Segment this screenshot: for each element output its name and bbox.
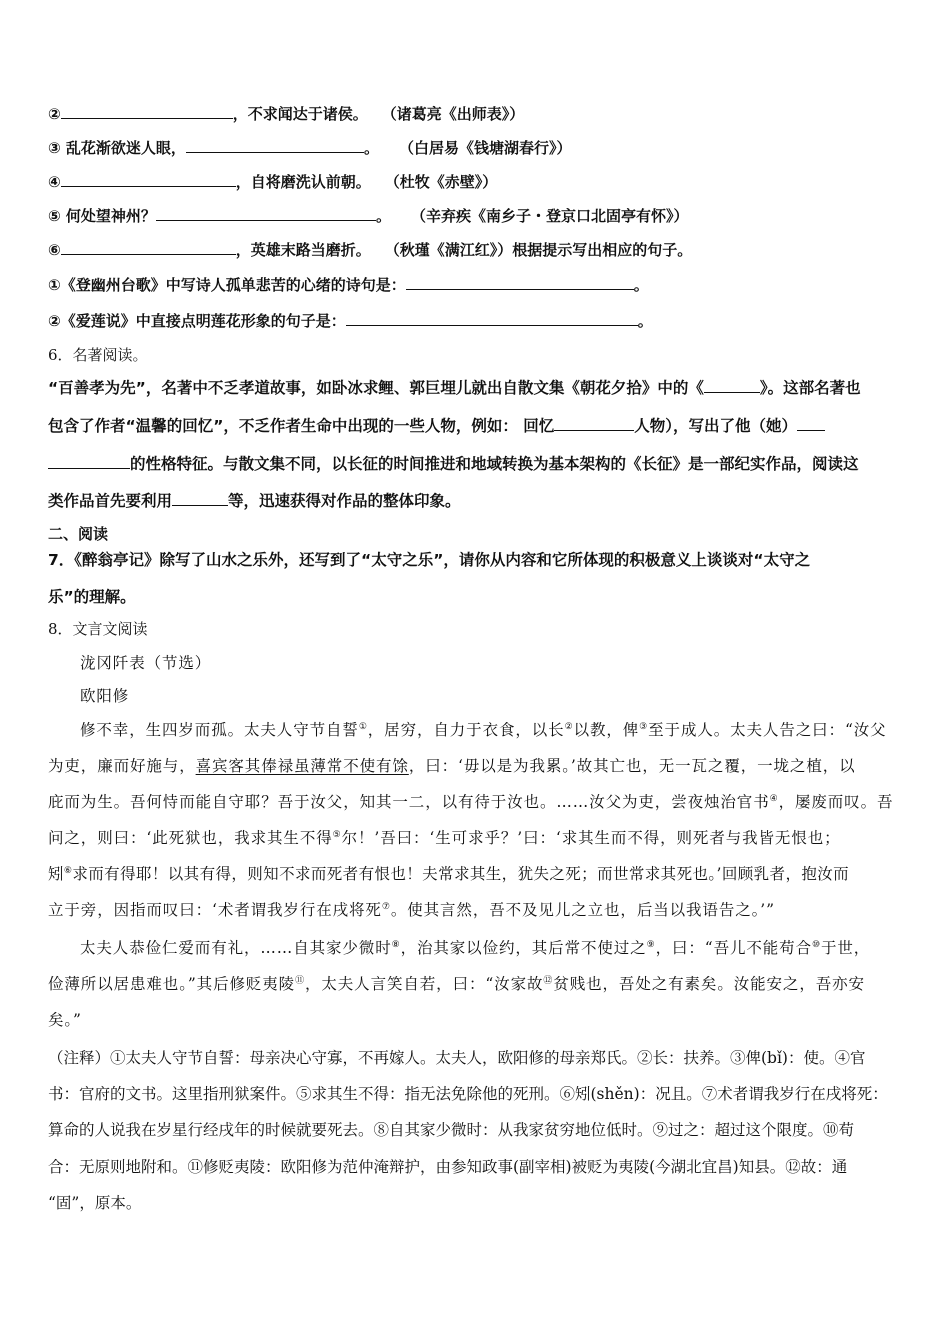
article-text: 太夫人恭俭仁爱而有礼，……自其家少微时 xyxy=(80,939,392,957)
item-source: （诸葛亮《出师表》） xyxy=(381,105,525,123)
article-author: 欧阳修 xyxy=(80,687,130,705)
answer-blank[interactable] xyxy=(797,416,825,431)
article-title: 泷冈阡表（节选） xyxy=(80,654,212,672)
article-text: 庇而为生。吾何恃而能自守耶？吾于汝父，知其一二，以有待于汝也。……汝父为吏，尝夜烛治官书 xyxy=(48,793,770,811)
footnote-marker: ④ xyxy=(769,793,779,804)
footnote-marker: ③ xyxy=(639,721,649,732)
note-line: 算命的人说我在岁星行经戌年的时候就要死去。⑧自其家少微时：从我家贫穷地位低时。⑨过之：超过这个限度。⑩苟 xyxy=(48,1121,855,1139)
footnote-marker: ⑥ xyxy=(63,865,73,876)
item-source: （辛弃疾《南乡子・登京口北固亭有怀》） xyxy=(410,207,689,225)
answer-blank[interactable] xyxy=(61,240,236,255)
article-line xyxy=(48,826,841,848)
item-text: ，自将磨洗认前朝。 xyxy=(235,173,371,191)
footnote-marker: ⑧ xyxy=(391,939,401,950)
answer-blank[interactable] xyxy=(61,104,233,119)
item-source: （白居易《钱塘湖春行》） xyxy=(398,139,572,157)
item-number: ② xyxy=(48,105,61,123)
note-line: （注释）①太夫人守节自誓：母亲决心守寡，不再嫁人。太夫人，欧阳修的母亲郑氏。②长：扶养。③俾(bǐ)：使。④官 xyxy=(48,1049,866,1067)
prompt-item-1 xyxy=(48,274,649,295)
article-line xyxy=(80,936,870,958)
article-text: 立于旁，因指而叹曰：‘术者谓我岁行在戌将死 xyxy=(48,901,382,919)
item-text: ⑤ 何处望神州？ xyxy=(48,207,156,225)
q6-text: “百善孝为先”，名著中不乏孝道故事，如卧冰求鲤、郭巨埋儿就出自散文集《朝花夕拾》中的《 xyxy=(48,379,704,397)
q6-text: 类作品首先要利用 xyxy=(48,492,173,510)
answer-blank[interactable] xyxy=(48,454,130,469)
article-text: 修不幸，生四岁而孤。太夫人守节自誓 xyxy=(80,721,359,739)
article-text: 矧 xyxy=(48,865,64,883)
question-7-line-1: 7．《醉翁亭记》除写了山水之乐外，还写到了“太守之乐”，请你从内容和它所体现的积极意义上谈谈对“太守之 xyxy=(48,551,811,569)
note-line: 合：无原则地附和。⑪修贬夷陵：欧阳修为范仲淹辩护，由参知政事(副宰相)被贬为夷陵(今湖北宜昌)知县。⑫故：通 xyxy=(48,1158,848,1176)
article-text: ，治其家以俭约，其后常不使过之 xyxy=(400,939,647,957)
question-6-heading: 6．名著阅读。 xyxy=(48,346,148,364)
article-line xyxy=(80,718,887,740)
question-7-line-2: 乐”的理解。 xyxy=(48,588,136,606)
answer-blank[interactable] xyxy=(704,378,760,393)
q6-text: 》。这部名著也 xyxy=(759,379,861,397)
footnote-marker: ⑤ xyxy=(332,829,342,840)
note-line: 书：官府的文书。这里指刑狱案件。⑤求其生不得：指无法免除他的死刑。⑥矧(shěn)：况且。⑦术者谓我岁行在戌将死： xyxy=(48,1085,888,1103)
answer-blank[interactable] xyxy=(61,172,236,187)
prompt-item-2 xyxy=(48,310,653,331)
answer-blank[interactable] xyxy=(172,491,228,506)
item-source: （杜牧《赤壁》） xyxy=(384,173,498,191)
article-text: ，屡废而叹。吾 xyxy=(778,793,894,811)
q6-text: 等，迅速获得对作品的整体印象。 xyxy=(228,492,461,510)
article-text: 以教，俾 xyxy=(573,721,640,739)
article-text: ，曰：‘毋以是为我累。’故其亡也，无一瓦之覆，一垅之植，以 xyxy=(408,757,856,775)
q6-text: 人物），写出了他（她） xyxy=(634,417,798,435)
q6-text: 包含了作者“温馨的回忆”，不乏作者生命中出现的一些人物，例如： 回忆 xyxy=(48,417,555,435)
footnote-marker: ⑫ xyxy=(543,975,554,986)
footnote-marker: ② xyxy=(564,721,574,732)
footnote-marker: ① xyxy=(358,721,368,732)
fill-item-3 xyxy=(48,137,571,158)
fill-item-4 xyxy=(48,171,497,192)
article-text: ，太夫人言笑自若，曰：“汝家故 xyxy=(304,975,544,993)
article-text: 。使其言然，吾不及见儿之立也，后当以我语告之。’” xyxy=(390,901,775,919)
q6-text: 的性格特征。与散文集不同，以长征的时间推进和地域转换为基本架构的《长征》是一部纪实作品，阅读这 xyxy=(130,455,859,473)
answer-blank[interactable] xyxy=(346,311,638,326)
footnote-marker: ⑨ xyxy=(646,939,656,950)
item-text: ，英雄末路当磨折。 xyxy=(235,241,371,259)
question-6-line-1 xyxy=(48,376,861,398)
article-line xyxy=(48,754,856,776)
underlined-sentence: 喜宾客其俸禄虽薄常不使有馀 xyxy=(195,757,409,775)
prompt-text: ②《爱莲说》中直接点明莲花形象的句子是： xyxy=(48,312,346,330)
article-text: 尔！’吾曰：‘生可求乎？’曰：‘求其生而不得，则死者与我皆无恨也； xyxy=(341,829,841,847)
note-line: “固”，原本。 xyxy=(48,1194,142,1212)
article-text: 俭薄所以居患难也。”其后修贬夷陵 xyxy=(48,975,296,993)
fill-item-2 xyxy=(48,103,524,124)
article-text: 为吏，廉而好施与， xyxy=(48,757,196,775)
item-text: 。 xyxy=(363,139,379,157)
article-text: 求而有得耶！以其有得，则知不求而死者有恨也！夫常求其生，犹失之死；而世常求其死也。’回顾乳者，抱汝而 xyxy=(72,865,850,883)
footnote-marker: ⑩ xyxy=(812,939,821,950)
question-6-line-3 xyxy=(48,452,859,474)
question-6-line-2 xyxy=(48,414,825,436)
article-text: ，居穷，自力于衣食，以长 xyxy=(367,721,565,739)
article-text: 问之，则曰：‘此死狱也，我求其生不得 xyxy=(48,829,333,847)
question-6-line-4 xyxy=(48,489,461,511)
prompt-text: ①《登幽州台歌》中写诗人孤单悲苦的心绪的诗句是： xyxy=(48,276,406,294)
item-number: ④ xyxy=(48,173,61,191)
article-line xyxy=(48,972,865,994)
fill-item-6 xyxy=(48,239,692,260)
item-text: 。 xyxy=(375,207,391,225)
item-text: ，不求闻达于诸侯。 xyxy=(232,105,368,123)
article-text: ，曰：“吾儿不能苟合 xyxy=(655,939,812,957)
article-line xyxy=(48,790,893,812)
prompt-text: 。 xyxy=(633,276,649,294)
article-text: 贫贱也，吾处之有素矣。汝能安之，吾亦安 xyxy=(553,975,865,993)
item-source: （秋瑾《满江红》）根据提示写出相应的句子。 xyxy=(384,241,693,259)
item-text: ③ 乱花渐欲迷人眼， xyxy=(48,139,186,157)
article-text: 至于成人。太夫人告之曰：“汝父 xyxy=(648,721,887,739)
article-line xyxy=(48,862,849,884)
fill-item-5 xyxy=(48,205,688,226)
article-line xyxy=(48,898,775,920)
answer-blank[interactable] xyxy=(406,275,634,290)
footnote-marker: ⑪ xyxy=(295,975,305,986)
question-8-heading: 8．文言文阅读 xyxy=(48,620,148,638)
answer-blank[interactable] xyxy=(554,416,634,431)
article-text: 于世， xyxy=(820,939,871,957)
section-2-heading: 二、阅读 xyxy=(48,525,109,543)
answer-blank[interactable] xyxy=(156,206,376,221)
prompt-text: 。 xyxy=(637,312,653,330)
footnote-marker: ⑦ xyxy=(381,901,391,912)
answer-blank[interactable] xyxy=(186,138,364,153)
item-number: ⑥ xyxy=(48,241,61,259)
article-line: 矣。” xyxy=(48,1011,82,1029)
